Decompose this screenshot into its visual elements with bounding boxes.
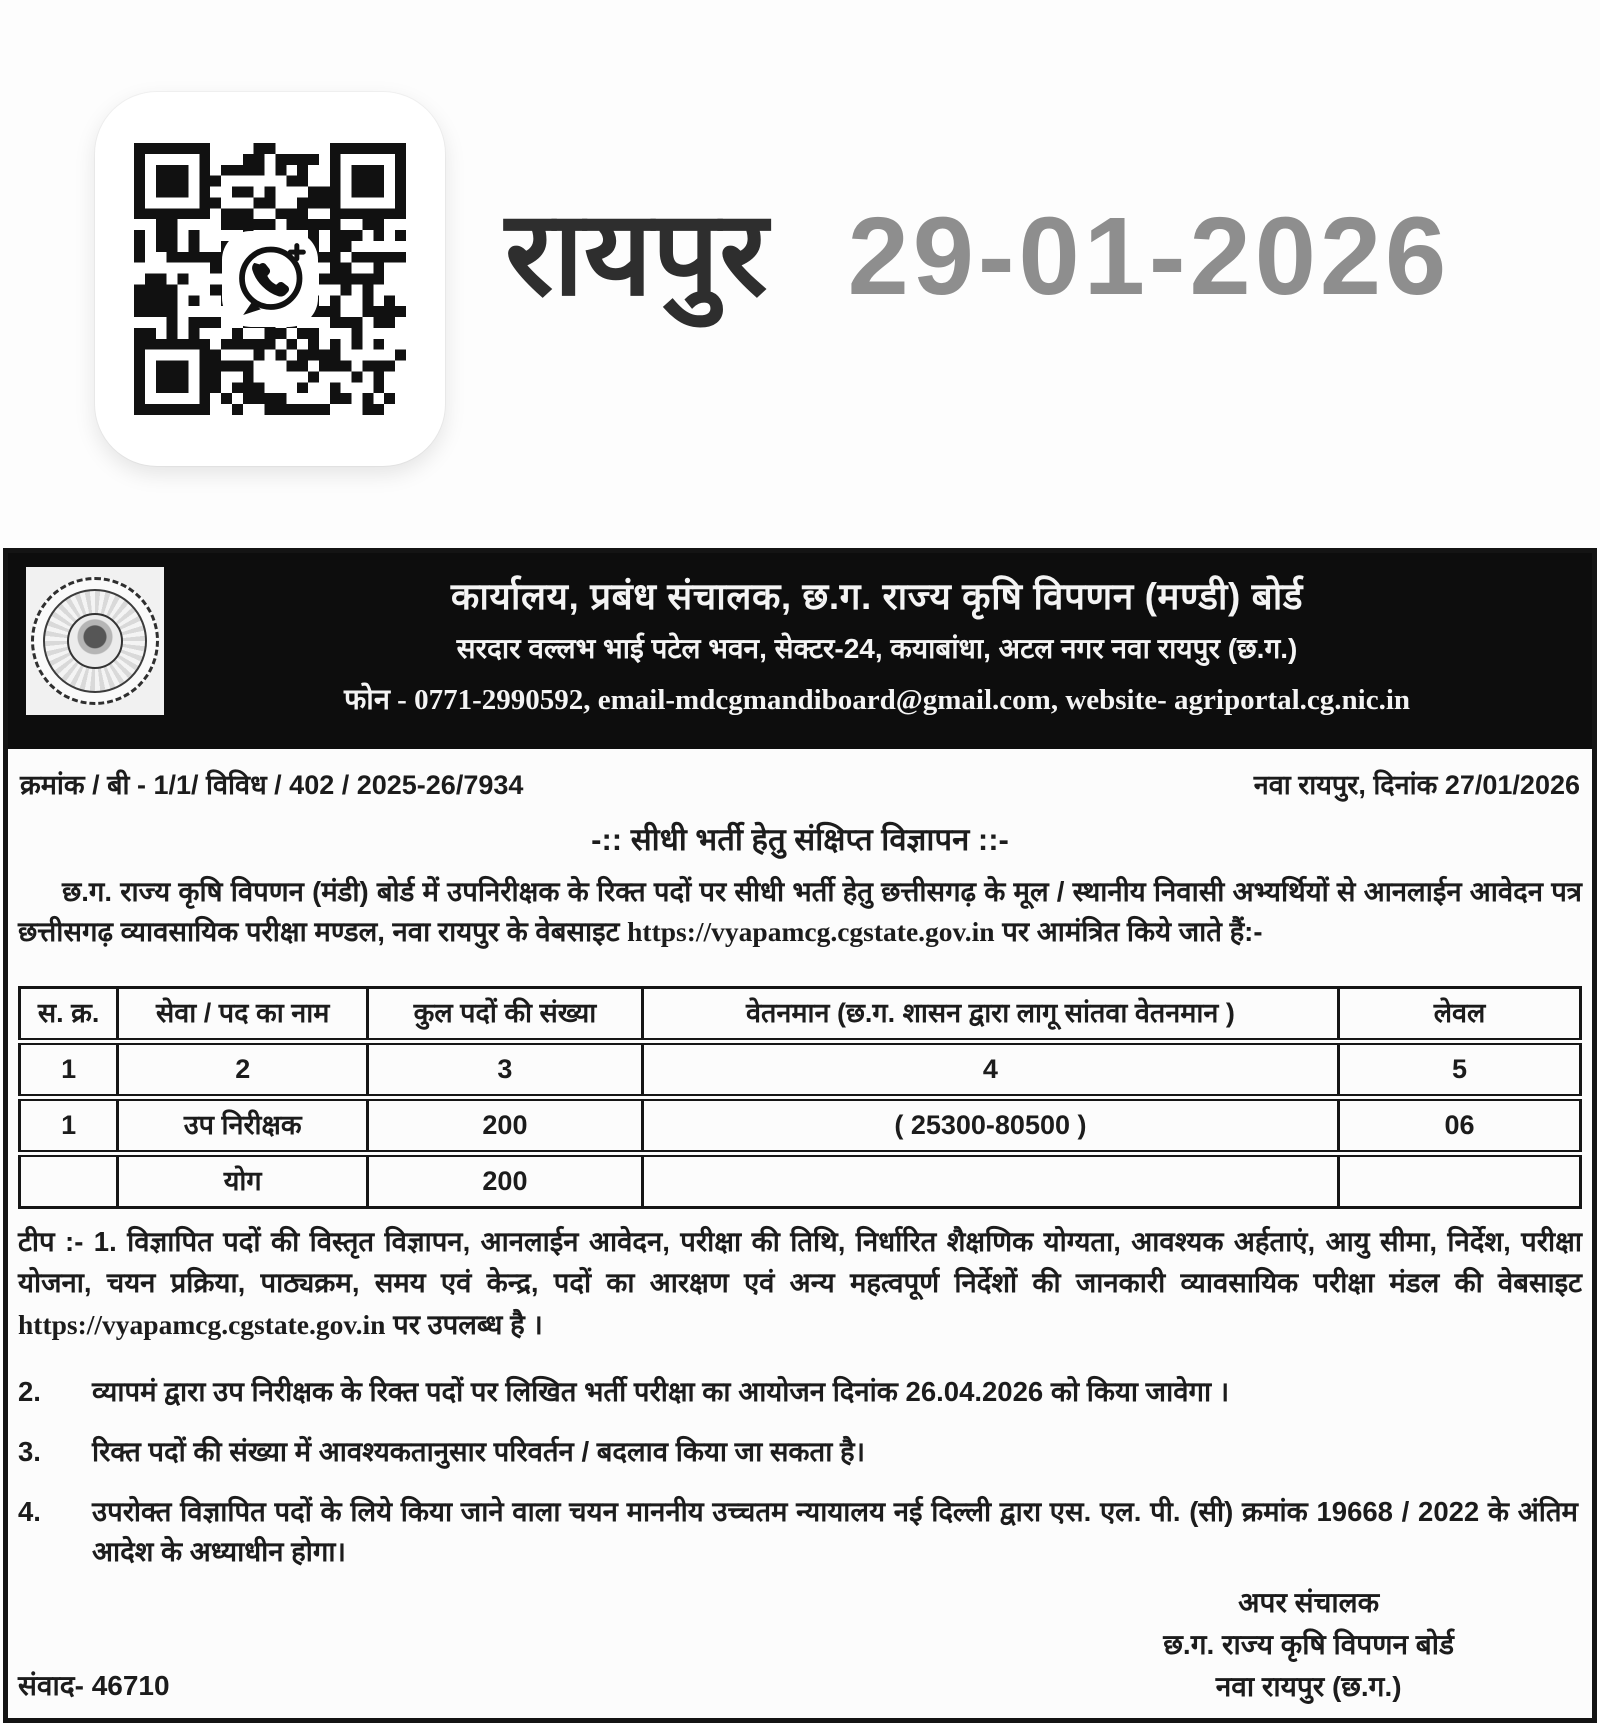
note-2-text-end: को किया जावेगा । (1043, 1376, 1230, 1408)
table-total-row (20, 1154, 1581, 1208)
note-4-number: 4. (18, 1496, 41, 1528)
note-1 (18, 1221, 1582, 1345)
mandi-board-seal (26, 567, 164, 715)
notice-footer (18, 1576, 1582, 1718)
table-header-row (20, 987, 1581, 1041)
reference-row (18, 755, 1582, 802)
seal-text-ring-icon (43, 589, 147, 693)
note-3-text: रिक्त पदों की संख्या में आवश्यकतानुसार परिवर्तन / बदलाव किया जा सकता है। (92, 1436, 866, 1468)
note-4-text-end: के अंतिम आदेश के अध्याधीन होगा। (92, 1496, 1578, 1567)
note-4 (18, 1492, 1582, 1572)
signature-block (1163, 1582, 1454, 1708)
whatsapp-qr-code (134, 143, 406, 415)
cell-empty (642, 1154, 1338, 1208)
cell-level: 06 (1339, 1097, 1581, 1153)
cell-empty (20, 1154, 118, 1208)
col-num-1: 1 (20, 1041, 118, 1097)
office-address: सरदार वल्लभ भाई पटेल भवन, सेक्टर-24, कयाबांधा, अटल नगर नवा रायपुर (छ.ग.) (456, 633, 1298, 664)
intro-text: छ.ग. राज्य कृषि विपणन (मंडी) बोर्ड में उपनिरीक्षक के रिक्त पदों पर सीधी भर्ती हेतु छत्तीसगढ़ के मूल / स्थानीय निवासी अभ्यर्थियों से आनलाईन आवेदन पत्र छत्तीसगढ़ व्यावसायिक परीक्षा मण्डल, नवा रायपुर के वेबसाइट (18, 876, 1582, 947)
office-contact: फोन - 0771-2990592, email-mdcgmandiboard@gmail.com, website- agriportal.cg.nic.in (343, 684, 1411, 716)
vacancy-table (18, 986, 1582, 1209)
col-header-serial: स. क्र. (20, 987, 118, 1041)
cell-post-name: उप निरीक्षक (118, 1097, 368, 1153)
reference-number: क्रमांक / बी - 1/1/ विविध / 402 / 2025-26/7934 (20, 770, 524, 800)
signatory-org: छ.ग. राज्य कृषि विपणन बोर्ड (1163, 1628, 1454, 1660)
vyapam-website-url: https://vyapamcg.cgstate.gov.in (627, 915, 995, 947)
note-3 (18, 1432, 1582, 1472)
cell-serial: 1 (20, 1097, 118, 1153)
cell-post-count: 200 (368, 1097, 643, 1153)
note-3-number: 3. (18, 1436, 41, 1468)
col-num-5: 5 (1339, 1041, 1581, 1097)
col-header-count: कुल पदों की संख्या (368, 987, 643, 1041)
sanvad-number: संवाद- 46710 (18, 1669, 170, 1701)
notice-document (3, 548, 1597, 1723)
exam-date: दिनांक 26.04.2026 (832, 1376, 1044, 1408)
edition-city: रायपुर (505, 188, 768, 320)
col-num-3: 3 (368, 1041, 643, 1097)
reference-place-date: नवा रायपुर, दिनांक 27/01/2026 (1253, 770, 1580, 800)
edition-date: 29-01-2026 (847, 195, 1451, 318)
slp-case-number: 19668 / 2022 (1316, 1496, 1480, 1528)
cell-empty (1339, 1154, 1581, 1208)
table-row (20, 1097, 1581, 1153)
col-num-4: 4 (642, 1041, 1338, 1097)
col-header-level: लेवल (1339, 987, 1581, 1041)
note-1-text: विज्ञापित पदों की विस्तृत विज्ञापन, आनलाईन आवेदन, परीक्षा की तिथि, निर्धारित शैक्षणिक योग्यता, आवश्यक अर्हताएं, आयु सीमा, निर्देश, परीक्षा योजना, चयन प्रक्रिया, पाठ्यक्रम, समय एवं केन्द्र, पदों का आरक्षण एवं अन्य महत्वपूर्ण निर्देशों की जानकारी व्यावसायिक परीक्षा मंडल की वेबसाइट (18, 1226, 1583, 1299)
note-4-text-start: उपरोक्त विज्ञापित पदों के लिये किया जाने वाला चयन माननीय उच्चतम न्यायालय नई दिल्ली द्वारा एस. एल. पी. (सी) क्रमांक (92, 1496, 1317, 1528)
cell-pay-scale: ( 25300-80500 ) (642, 1097, 1338, 1153)
intro-paragraph (18, 872, 1582, 952)
tip-label: टीप :- (18, 1226, 84, 1258)
note-2-text-start: व्यापमं द्वारा उप निरीक्षक के रिक्त पदों पर लिखित भर्ती परीक्षा का आयोजन (92, 1376, 833, 1408)
qr-card (95, 92, 445, 466)
col-header-post: सेवा / पद का नाम (118, 987, 368, 1041)
cell-total-count: 200 (368, 1154, 643, 1208)
note-4-text (92, 1492, 1582, 1572)
notice-body (8, 749, 1592, 1718)
note-1-website-url: https://vyapamcg.cgstate.gov.in (18, 1308, 386, 1340)
edition-masthead (505, 188, 1451, 320)
seal-outer-ring-icon (31, 577, 159, 705)
seal-emblem-icon (67, 613, 123, 669)
whatsapp-plus-icon (222, 231, 318, 327)
masthead-section (0, 0, 1600, 548)
note-2-number: 2. (18, 1376, 41, 1408)
signatory-place: नवा रायपुर (छ.ग.) (1215, 1670, 1402, 1702)
cell-total-label: योग (118, 1154, 368, 1208)
note-2 (18, 1372, 1582, 1412)
col-header-pay: वेतनमान (छ.ग. शासन द्वारा लागू सांतवा वेतनमान ) (642, 987, 1338, 1041)
office-header-banner (8, 553, 1592, 749)
signatory-designation: अपर संचालक (1238, 1586, 1380, 1618)
note-1-text-tail: पर उपलब्ध है । (385, 1308, 543, 1340)
office-header-text (180, 567, 1574, 733)
intro-text-tail: पर आमंत्रित किये जाते हैं:- (994, 915, 1263, 947)
note-1-number: 1. (83, 1226, 128, 1258)
office-name: कार्यालय, प्रबंध संचालक, छ.ग. राज्य कृषि विपणन (मण्डी) बोर्ड (450, 576, 1304, 617)
note-2-text (92, 1372, 1582, 1412)
notice-title: -:: सीधी भर्ती हेतु संक्षिप्त विज्ञापन ::- (591, 822, 1009, 857)
col-num-2: 2 (118, 1041, 368, 1097)
column-number-row (20, 1041, 1581, 1097)
